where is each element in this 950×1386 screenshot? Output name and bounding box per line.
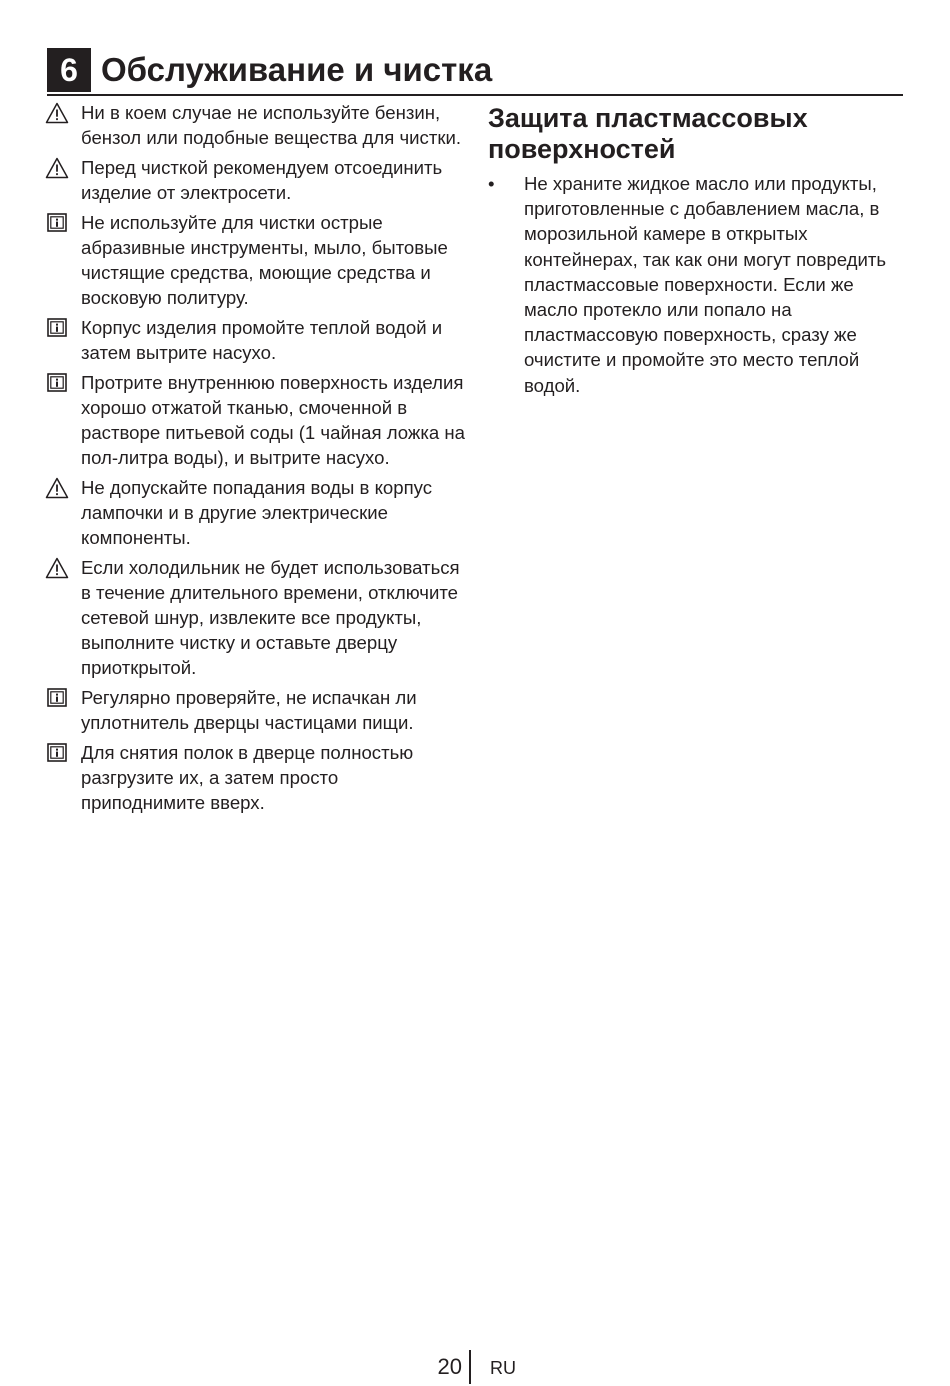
list-item-text: Перед чисткой рекомендуем отсоединить изделие от электросети.	[81, 157, 443, 203]
warning-icon	[45, 477, 69, 499]
page-number: 20	[437, 1354, 462, 1379]
section-title: Защита пластмассовых поверхностей	[488, 103, 808, 164]
chapter-header	[47, 46, 903, 96]
list-item	[45, 685, 465, 735]
list-item-text: Для снятия полок в дверце полностью разгрузите их, а затем просто приподнимите вверх.	[81, 742, 414, 813]
footer-divider	[469, 1350, 471, 1384]
bullet-item	[488, 171, 908, 398]
list-item	[45, 475, 465, 550]
list-item-text: Регулярно проверяйте, не испачкан ли уплотнитель дверцы частицами пищи.	[81, 687, 417, 733]
list-item-text: Протрите внутреннюю поверхность изделия хорошо отжатой тканью, смоченной в растворе питьевой соды (1 чайная ложка на пол-литра воды), и вытрите насухо.	[81, 372, 465, 468]
info-icon	[45, 742, 69, 764]
list-item-text: Если холодильник не будет использоваться в течение длительного времени, отключите сетевой шнур, извлеките все продукты, выполните чистку и оставьте дверцу приоткрытой.	[81, 557, 460, 678]
list-item	[45, 155, 465, 205]
info-icon	[45, 687, 69, 709]
language-code: RU	[490, 1358, 516, 1378]
list-item-text: Не допускайте попадания воды в корпус лампочки и в другие электрические компоненты.	[81, 477, 433, 548]
list-item-text: Ни в коем случае не используйте бензин, бензол или подобные вещества для чистки.	[81, 102, 462, 148]
list-item	[45, 740, 465, 815]
list-item-text: Не используйте для чистки острые абразивные инструменты, мыло, бытовые чистящие средства, моющие средства и восковую политуру.	[81, 212, 448, 308]
right-column	[488, 103, 908, 398]
bullet-marker: •	[488, 173, 495, 194]
warning-icon	[45, 557, 69, 579]
list-item	[45, 210, 465, 310]
info-icon	[45, 317, 69, 339]
warning-icon	[45, 157, 69, 179]
list-item	[45, 555, 465, 680]
list-item	[45, 315, 465, 365]
info-icon	[45, 212, 69, 234]
list-item	[45, 370, 465, 470]
chapter-number-badge: 6	[47, 48, 91, 92]
list-item	[45, 100, 465, 150]
chapter-title: Обслуживание и чистка	[101, 51, 493, 88]
warning-icon	[45, 102, 69, 124]
page-footer	[0, 1350, 950, 1386]
left-column	[45, 100, 465, 820]
bullet-text: Не храните жидкое масло или продукты, приготовленные с добавлением масла, в морозильной камере в открытых контейнерах, так как они могут повредить пластмассовые поверхности. Если же масло протекло или попало на пластмассовую поверхность, сразу же очистите и промойте это место теплой водой.	[524, 173, 887, 396]
info-icon	[45, 372, 69, 394]
list-item-text: Корпус изделия промойте теплой водой и затем вытрите насухо.	[81, 317, 443, 363]
